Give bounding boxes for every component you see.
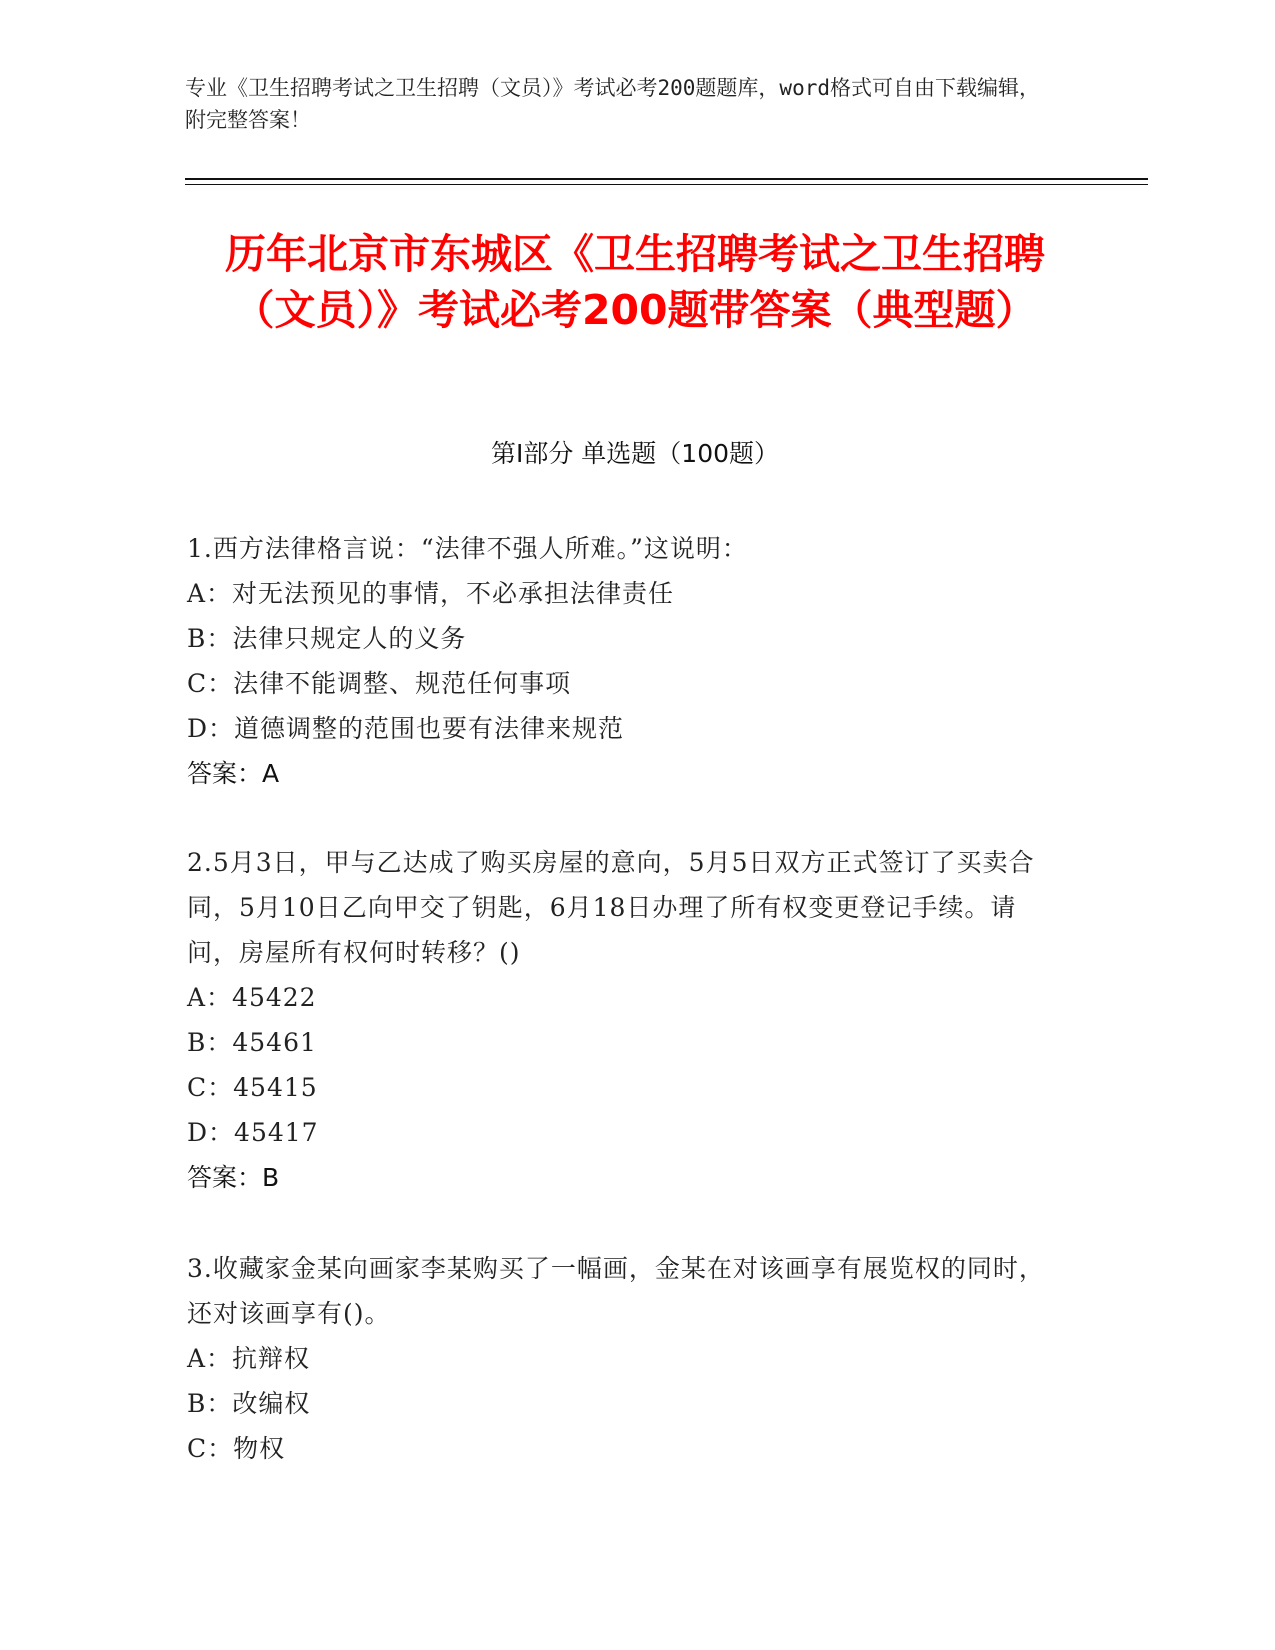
question-block [187, 1246, 1067, 1471]
option-a: A：45422 [187, 983, 317, 1012]
answer-line: 答案：B [187, 1163, 280, 1192]
option-c: C：物权 [187, 1434, 286, 1463]
option-d: D：45417 [187, 1118, 319, 1147]
header-note: 专业《卫生招聘考试之卫生招聘（文员）》考试必考200题题库，word格式可自由下载编辑，附完整答案！ [185, 76, 1040, 132]
option-a: A：抗辩权 [187, 1344, 311, 1373]
header-divider-thin [185, 184, 1148, 185]
question-stem: 3.收藏家金某向画家李某购买了一幅画，金某在对该画享有展览权的同时，还对该画享有()。 [187, 1254, 1045, 1328]
option-c: C：45415 [187, 1073, 318, 1102]
document-title: 历年北京市东城区《卫生招聘考试之卫生招聘（文员）》考试必考200题带答案（典型题） [225, 230, 1045, 334]
option-a: A：对无法预见的事情，不必承担法律责任 [187, 579, 675, 608]
section-title: 第I部分 单选题（100题） [490, 439, 780, 468]
answer-line: 答案：A [187, 759, 280, 788]
question-stem: 1.西方法律格言说：“法律不强人所难。”这说明： [187, 534, 748, 563]
option-b: B：法律只规定人的义务 [187, 624, 467, 653]
question-block [187, 526, 1067, 796]
option-b: B：改编权 [187, 1389, 311, 1418]
option-d: D：道德调整的范围也要有法律来规范 [187, 714, 625, 743]
question-block [187, 840, 1067, 1200]
header-divider [185, 178, 1148, 180]
option-b: B：45461 [187, 1028, 317, 1057]
question-stem: 2.5月3日，甲与乙达成了购买房屋的意向，5月5日双方正式签订了买卖合同，5月10日乙向甲交了钥匙，6月18日办理了所有权变更登记手续。请问，房屋所有权何时转移？() [187, 848, 1035, 967]
option-c: C：法律不能调整、规范任何事项 [187, 669, 572, 698]
